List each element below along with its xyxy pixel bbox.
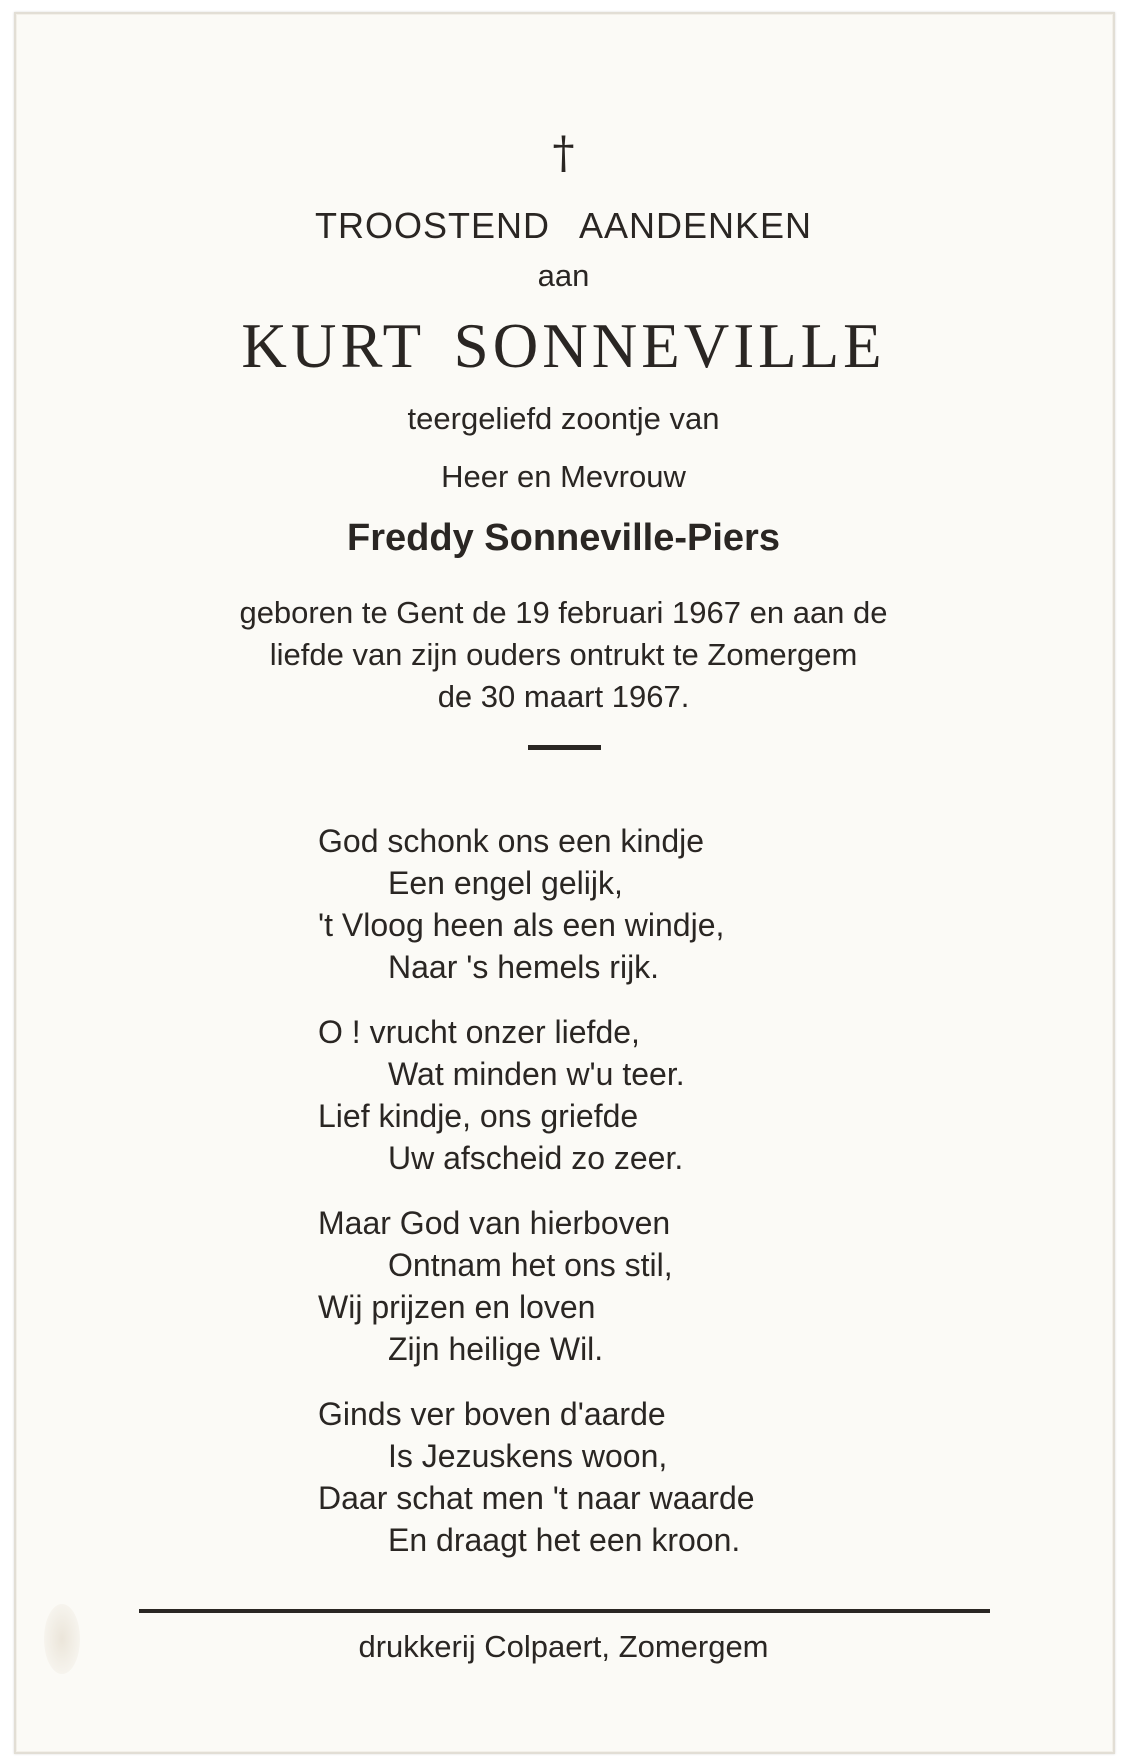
cross-icon: † xyxy=(552,128,575,179)
birth-line-2: liefde van zijn ouders ontrukt te Zomergem xyxy=(269,637,858,672)
poem-line: Maar God van hierboven xyxy=(318,1205,671,1241)
poem-stanza-4 xyxy=(318,1393,918,1561)
poem-line: Uw afscheid zo zeer. xyxy=(388,1140,684,1176)
long-divider xyxy=(139,1609,990,1613)
poem-line: O ! vrucht onzer liefde, xyxy=(318,1014,640,1050)
relation-line: teergeliefd zoontje van xyxy=(407,401,720,436)
poem-stanza-2 xyxy=(318,1011,918,1179)
parents-title: Heer en Mevrouw xyxy=(441,459,686,494)
poem-stanza-1 xyxy=(318,820,918,988)
poem-line: Ontnam het ons stil, xyxy=(388,1247,673,1283)
poem-line: En draagt het een kroon. xyxy=(388,1522,741,1558)
poem-stanza-3 xyxy=(318,1202,918,1370)
poem-line: Ginds ver boven d'aarde xyxy=(318,1396,666,1432)
poem-line: Een engel gelijk, xyxy=(388,865,623,901)
birth-death-text xyxy=(0,592,1127,718)
poem-line: Daar schat men 't naar waarde xyxy=(318,1480,755,1516)
poem-line: 't Vloog heen als een windje, xyxy=(318,907,725,943)
poem-line: Wat minden w'u teer. xyxy=(388,1056,685,1092)
poem-line: Is Jezuskens woon, xyxy=(388,1438,668,1474)
heading-aan: aan xyxy=(537,258,590,293)
birth-line-3: de 30 maart 1967. xyxy=(437,679,690,714)
poem-line: Naar 's hemels rijk. xyxy=(388,949,660,985)
poem-line: God schonk ons een kindje xyxy=(318,823,705,859)
poem-line: Zijn heilige Wil. xyxy=(388,1331,604,1367)
poem-line: Wij prijzen en loven xyxy=(318,1289,596,1325)
deceased-name: KURT SONNEVILLE xyxy=(241,311,886,381)
printer-credit: drukkerij Colpaert, Zomergem xyxy=(358,1629,769,1664)
parents-name: Freddy Sonneville-Piers xyxy=(347,517,780,559)
card-heading: TROOSTEND AANDENKEN xyxy=(314,205,813,246)
short-divider xyxy=(528,745,601,750)
birth-line-1: geboren te Gent de 19 februari 1967 en aan de xyxy=(239,595,888,630)
poem-line: Lief kindje, ons griefde xyxy=(318,1098,639,1134)
poem xyxy=(318,820,918,1584)
